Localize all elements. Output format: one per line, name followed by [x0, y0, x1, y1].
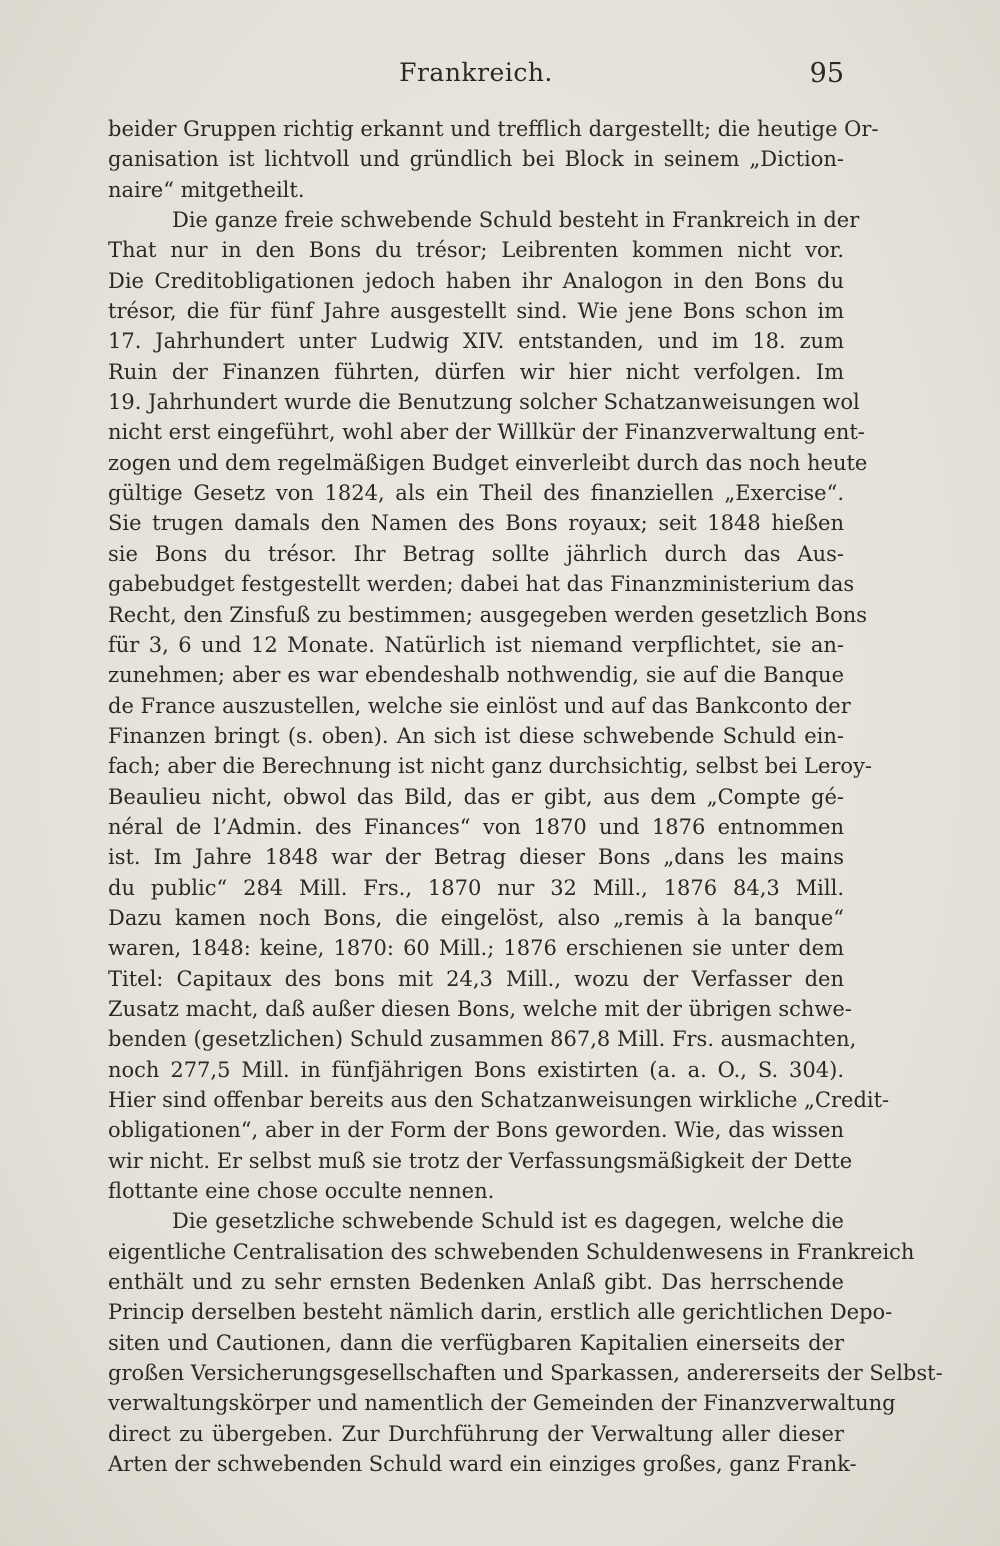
text-line: zunehmen; aber es war ebendeshalb nothwendig, sie auf die Banque	[108, 663, 844, 688]
text-line: Beaulieu nicht, obwol das Bild, das er gibt, aus dem „Compte gé-	[108, 784, 844, 809]
text-line: benden (gesetzlichen) Schuld zusammen 867,8 Mill. Frs. ausmachten,	[108, 1027, 857, 1052]
text-line: Finanzen bringt (s. oben). An sich ist diese schwebende Schuld ein-	[108, 723, 844, 748]
text-line: Hier sind offenbar bereits aus den Schatzanweisungen wirkliche „Credit-	[108, 1088, 890, 1112]
text-line: großen Versicherungsgesellschaften und Sparkassen, andererseits der Selbst-	[108, 1361, 943, 1386]
text-line: noch 277,5 Mill. in fünfjährigen Bons existirten (a. a. O., S. 304).	[108, 1057, 844, 1082]
page-number: 95	[809, 58, 844, 89]
text-line: Dazu kamen noch Bons, die eingelöst, also „remis à la banque“	[108, 905, 844, 930]
text-line: gabebudget festgestellt werden; dabei hat das Finanzministerium das	[108, 572, 855, 597]
text-line: gültige Gesetz von 1824, als ein Theil des finanziellen „Exercise“.	[108, 481, 844, 506]
text-line: Recht, den Zinsfuß zu bestimmen; ausgegeben werden gesetzlich Bons	[108, 602, 868, 627]
text-line: enthält und zu sehr ernsten Bedenken Anlaß gibt. Das herrschende	[108, 1270, 844, 1295]
text-line: nicht erst eingeführt, wohl aber der Willkür der Finanzverwaltung ent-	[108, 420, 865, 445]
text-line: beider Gruppen richtig erkannt und trefflich dargestellt; die heutige Or-	[108, 117, 879, 141]
text-line: ist. Im Jahre 1848 war der Betrag dieser Bons „dans les mains	[108, 845, 844, 870]
text-line: fach; aber die Berechnung ist nicht ganz durchsichtig, selbst bei Leroy-	[108, 754, 873, 779]
body-text	[108, 114, 943, 1479]
text-line: de France auszustellen, welche sie einlöst und auf das Bankconto der	[108, 693, 851, 718]
page-header	[108, 58, 844, 94]
text-line: 17. Jahrhundert unter Ludwig XIV. entstanden, und im 18. zum	[108, 329, 844, 354]
text-line: sie Bons du trésor. Ihr Betrag sollte jährlich durch das Aus-	[108, 541, 844, 566]
text-line: direct zu übergeben. Zur Durchführung der Verwaltung aller dieser	[108, 1421, 844, 1446]
paragraph-start-line: Die gesetzliche schwebende Schuld ist es dagegen, welche die	[172, 1209, 844, 1234]
text-line: obligationen“, aber in der Form der Bons geworden. Wie, das wissen	[108, 1118, 844, 1143]
text-line: 19. Jahrhundert wurde die Benutzung solcher Schatzanweisungen wol	[108, 390, 860, 415]
text-line: du public“ 284 Mill. Frs., 1870 nur 32 Mill., 1876 84,3 Mill.	[108, 875, 844, 900]
text-line: néral de l’Admin. des Finances“ von 1870 und 1876 entnommen	[108, 814, 844, 839]
text-line: eigentliche Centralisation des schwebenden Schuldenwesens in Frankreich	[108, 1239, 915, 1264]
text-line: Ruin der Finanzen führten, dürfen wir hier nicht verfolgen. Im	[108, 359, 844, 384]
text-line: ganisation ist lichtvoll und gründlich bei Block in seinem „Diction-	[108, 147, 844, 172]
text-line: waren, 1848: keine, 1870: 60 Mill.; 1876 erschienen sie unter dem	[108, 936, 844, 961]
text-line: naire“ mitgetheilt.	[108, 177, 305, 202]
running-head: Frankreich.	[399, 58, 553, 87]
text-line: zogen und dem regelmäßigen Budget einverleibt durch das noch heute	[108, 450, 868, 475]
text-line: Princip derselben besteht nämlich darin, erstlich alle gerichtlichen Depo-	[108, 1300, 893, 1325]
text-line: Arten der schwebenden Schuld ward ein einziges großes, ganz Frank-	[108, 1452, 857, 1477]
paragraph-start-line: Die ganze freie schwebende Schuld besteht in Frankreich in der	[172, 208, 860, 233]
text-line: Titel: Capitaux des bons mit 24,3 Mill., wozu der Verfasser den	[108, 966, 844, 991]
text-line: Die Creditobligationen jedoch haben ihr Analogon in den Bons du	[108, 268, 844, 293]
text-line: trésor, die für fünf Jahre ausgestellt sind. Wie jene Bons schon im	[108, 299, 844, 324]
text-line: siten und Cautionen, dann die verfügbaren Kapitalien einerseits der	[108, 1330, 844, 1355]
text-line: wir nicht. Er selbst muß sie trotz der Verfassungsmäßigkeit der Dette	[108, 1148, 853, 1173]
text-line: Zusatz macht, daß außer diesen Bons, welche mit der übrigen schwe-	[108, 996, 852, 1021]
text-line: für 3, 6 und 12 Monate. Natürlich ist niemand verpflichtet, sie an-	[108, 632, 844, 657]
text-line: That nur in den Bons du trésor; Leibrenten kommen nicht vor.	[108, 238, 844, 263]
text-line: Sie trugen damals den Namen des Bons royaux; seit 1848 hießen	[108, 511, 844, 536]
text-line: flottante eine chose occulte nennen.	[108, 1179, 495, 1204]
text-line: verwaltungskörper und namentlich der Gemeinden der Finanzverwaltung	[108, 1391, 896, 1416]
